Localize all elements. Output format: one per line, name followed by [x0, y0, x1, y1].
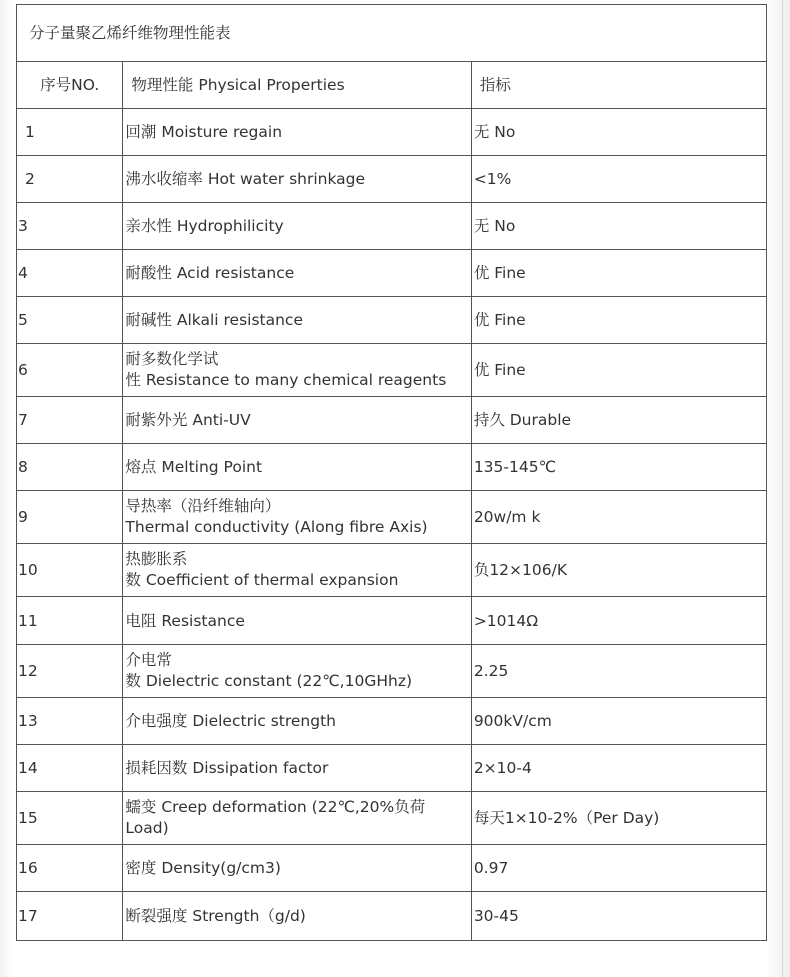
row-no: 17 — [17, 892, 123, 941]
header-no: 序号NO. — [17, 62, 123, 109]
row-no: 8 — [17, 444, 123, 491]
table-row — [17, 698, 767, 745]
row-property-line2: 数 Coefficient of thermal expansion — [125, 571, 399, 589]
physical-properties-table — [16, 4, 767, 941]
row-no: 9 — [17, 491, 123, 544]
row-value: 优 Fine — [471, 250, 766, 297]
right-divider — [782, 0, 783, 977]
row-property-line1: 介电常 — [125, 651, 172, 669]
row-value: 每天1×10-2%（Per Day) — [471, 792, 766, 845]
row-no: 14 — [17, 745, 123, 792]
row-property: 耐酸性 Acid resistance — [123, 250, 471, 297]
table-row — [17, 250, 767, 297]
header-value: 指标 — [471, 62, 766, 109]
table-title-row — [17, 5, 767, 62]
table-row — [17, 491, 767, 544]
row-no: 11 — [17, 597, 123, 645]
table-row — [17, 344, 767, 397]
row-property — [123, 491, 471, 544]
row-no: 1 — [17, 109, 123, 156]
table-title: 分子量聚乙烯纤维物理性能表 — [17, 5, 767, 62]
row-property: 介电强度 Dielectric strength — [123, 698, 471, 745]
row-value: 20w/m k — [471, 491, 766, 544]
row-value: 2.25 — [471, 645, 766, 698]
table-row — [17, 544, 767, 597]
row-no: 3 — [17, 203, 123, 250]
row-no: 16 — [17, 845, 123, 892]
table-row — [17, 203, 767, 250]
row-no: 13 — [17, 698, 123, 745]
row-property: 熔点 Melting Point — [123, 444, 471, 491]
table-row — [17, 845, 767, 892]
row-property: 断裂强度 Strength（g/d) — [123, 892, 471, 941]
table-row — [17, 745, 767, 792]
row-value: 持久 Durable — [471, 397, 766, 444]
table-header-row — [17, 62, 767, 109]
left-backdrop — [0, 0, 14, 977]
right-backdrop — [766, 0, 790, 977]
row-property-line2: 数 Dielectric constant (22℃,10GHhz) — [125, 672, 413, 690]
row-property: 亲水性 Hydrophilicity — [123, 203, 471, 250]
table-row — [17, 444, 767, 491]
table-row — [17, 892, 767, 941]
row-no: 12 — [17, 645, 123, 698]
row-property: 损耗因数 Dissipation factor — [123, 745, 471, 792]
table-row — [17, 156, 767, 203]
row-no: 4 — [17, 250, 123, 297]
table-row — [17, 792, 767, 845]
row-no: 2 — [17, 156, 123, 203]
row-value: 135-145℃ — [471, 444, 766, 491]
row-no: 5 — [17, 297, 123, 344]
table-row — [17, 397, 767, 444]
table-row — [17, 597, 767, 645]
row-value: >1014Ω — [471, 597, 766, 645]
table-row — [17, 645, 767, 698]
row-property — [123, 792, 471, 845]
row-property: 回潮 Moisture regain — [123, 109, 471, 156]
row-property-line2: 性 Resistance to many chemical reagents — [125, 371, 447, 389]
row-property — [123, 645, 471, 698]
row-property: 电阻 Resistance — [123, 597, 471, 645]
row-no: 15 — [17, 792, 123, 845]
row-value: 2×10-4 — [471, 745, 766, 792]
row-value: 30-45 — [471, 892, 766, 941]
row-no: 6 — [17, 344, 123, 397]
table-row — [17, 297, 767, 344]
row-property-line1: 导热率（沿纤维轴向） — [125, 497, 281, 515]
row-no: 10 — [17, 544, 123, 597]
row-value: 无 No — [471, 203, 766, 250]
row-property-line1: 蠕变 Creep deformation (22℃,20%负荷 — [125, 798, 426, 816]
row-value: 0.97 — [471, 845, 766, 892]
row-value: 优 Fine — [471, 297, 766, 344]
row-value: 无 No — [471, 109, 766, 156]
row-value: 900kV/cm — [471, 698, 766, 745]
row-value: 负12×106/K — [471, 544, 766, 597]
row-property — [123, 344, 471, 397]
row-property: 耐碱性 Alkali resistance — [123, 297, 471, 344]
row-value: 优 Fine — [471, 344, 766, 397]
row-property-line1: 耐多数化学试 — [125, 350, 219, 368]
row-property — [123, 544, 471, 597]
row-property-line1: 热膨胀系 — [125, 550, 188, 568]
row-property: 耐紫外光 Anti-UV — [123, 397, 471, 444]
row-property: 密度 Density(g/cm3) — [123, 845, 471, 892]
row-property: 沸水收缩率 Hot water shrinkage — [123, 156, 471, 203]
header-property: 物理性能 Physical Properties — [123, 62, 471, 109]
row-value: <1% — [471, 156, 766, 203]
row-property-line2: Thermal conductivity (Along fibre Axis) — [125, 518, 428, 536]
row-property-line2: Load) — [125, 819, 169, 837]
table-row — [17, 109, 767, 156]
row-no: 7 — [17, 397, 123, 444]
